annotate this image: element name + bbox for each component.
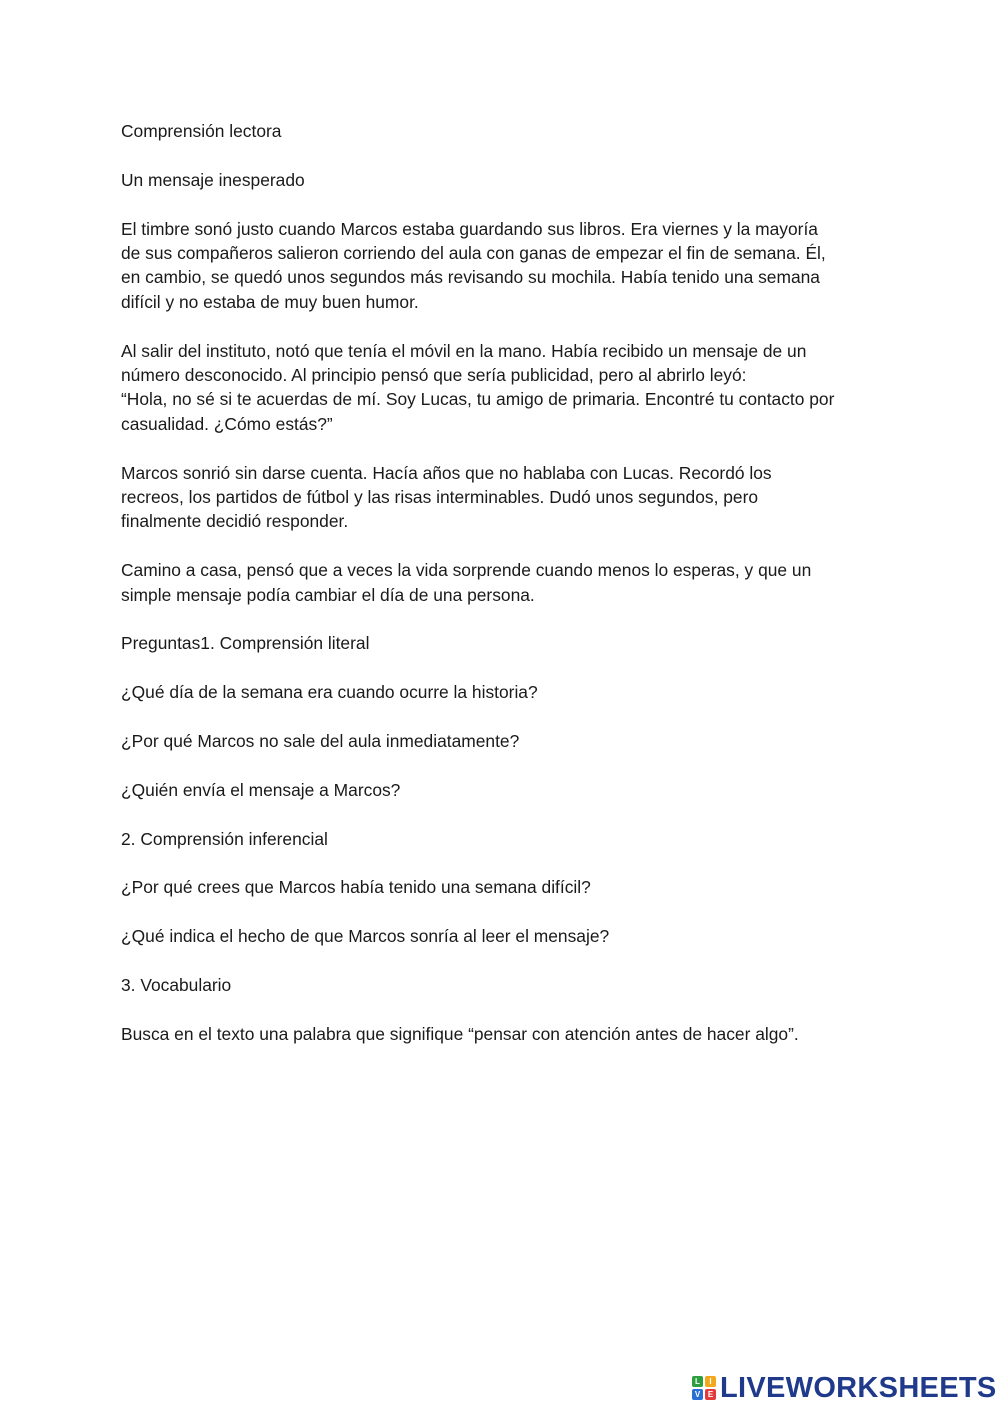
story-title: Un mensaje inesperado bbox=[121, 169, 305, 190]
question-inferential-1: ¿Por qué crees que Marcos había tenido una semana difícil? bbox=[121, 877, 591, 898]
worksheet-page bbox=[121, 119, 891, 1071]
story-paragraph-2: Al salir del instituto, notó que tenía el móvil en la mano. Había recibido un mensaje de un número desconocido. Al principio pensó que sería publicidad, pero al abrirlo leyó: “Hola, no sé si te acuerdas de mí. Soy Lucas, tu amigo de primaria. Encontré tu contacto por casualidad. ¿Cómo estás?” bbox=[121, 340, 835, 434]
story-paragraph-4: Camino a casa, pensó que a veces la vida sorprende cuando menos lo esperas, y que un simple mensaje podía cambiar el día de una persona. bbox=[121, 560, 812, 605]
story-paragraph-3: Marcos sonrió sin darse cuenta. Hacía años que no hablaba con Lucas. Recordó los recreos, los partidos de fútbol y las risas interminables. Dudó unos segundos, pero finalmente decidió responder. bbox=[121, 462, 772, 532]
section-heading-vocabulary: 3. Vocabulario bbox=[121, 975, 232, 996]
question-vocabulary-1: Busca en el texto una palabra que signifique “pensar con atención antes de hacer algo”. bbox=[121, 1023, 799, 1044]
story-paragraph-1: El timbre sonó justo cuando Marcos estaba guardando sus libros. Era viernes y la mayoría de sus compañeros salieron corriendo del aula con ganas de empezar el fin de semana. Él, en cambio, se quedó unos segundos más revisando su mochila. Había tenido una semana difícil y no estaba de muy buen humor. bbox=[121, 218, 826, 312]
question-literal-2: ¿Por qué Marcos no sale del aula inmediatamente? bbox=[121, 731, 520, 752]
logo-tile-i: I bbox=[705, 1376, 716, 1387]
logo-tile-e: E bbox=[705, 1389, 716, 1400]
logo-mark-icon bbox=[692, 1376, 716, 1400]
question-inferential-2: ¿Qué indica el hecho de que Marcos sonría al leer el mensaje? bbox=[121, 926, 610, 947]
logo-tile-v: V bbox=[692, 1389, 703, 1400]
liveworksheets-logo bbox=[692, 1371, 997, 1405]
section-heading-inferential: 2. Comprensión inferencial bbox=[121, 828, 328, 849]
section-heading-literal: Preguntas1. Comprensión literal bbox=[121, 633, 370, 654]
logo-text: LIVEWORKSHEETS bbox=[720, 1371, 997, 1404]
question-literal-3: ¿Quién envía el mensaje a Marcos? bbox=[121, 779, 401, 800]
logo-tile-l: L bbox=[692, 1376, 703, 1387]
question-literal-1: ¿Qué día de la semana era cuando ocurre la historia? bbox=[121, 682, 538, 703]
document-title: Comprensión lectora bbox=[121, 121, 282, 141]
